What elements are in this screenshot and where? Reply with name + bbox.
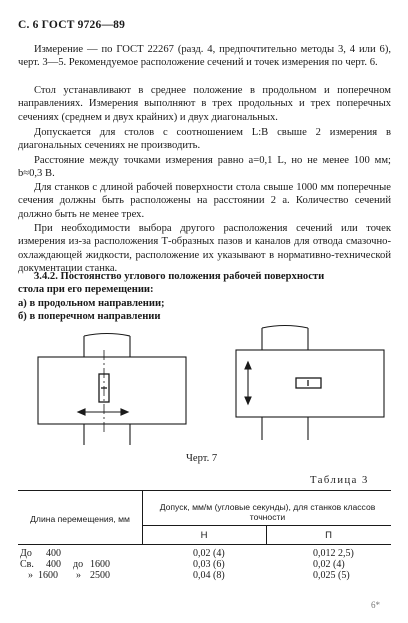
row-tol-n: 0,03 (6) bbox=[193, 559, 225, 570]
header-tolerance-line: Допуск, мм/м (угловые секунды), для станков классов bbox=[159, 502, 376, 512]
arrowhead-left bbox=[78, 409, 85, 415]
row-to: 2500 bbox=[90, 570, 110, 581]
paragraph-alternative: При необходимости выбора другого расположения сечений или точек измерения из-за расположения Т-образных пазов и каналов для отвода смазочно-охлаждающей жидкости, расположение их указывают в нормативно-технической документации станка. bbox=[18, 223, 391, 275]
row-prefix: До bbox=[20, 548, 32, 559]
header-tolerance-line: точности bbox=[249, 512, 286, 522]
header-length: Длина перемещения, мм bbox=[30, 514, 130, 524]
column-upper bbox=[262, 326, 308, 351]
table-body bbox=[38, 357, 186, 424]
paragraph-diagonal: Допускается для столов с соотношением L:B свыше 2 измерения в диагональных сечениях не производить. bbox=[18, 127, 391, 152]
table-caption: Таблица 3 bbox=[310, 475, 369, 486]
figure-longitudinal bbox=[38, 334, 186, 446]
paragraph-table-setup: Стол устанавливают в среднее положение в продольном и поперечном направлениях. Измерения выполняют в трех продольных и трех поперечных сечениях (среднем и двух крайних) и двух диагональных. bbox=[18, 85, 391, 123]
row-tol-p: 0,02 (4) bbox=[313, 559, 345, 570]
row-tol-n: 0,04 (8) bbox=[193, 570, 225, 581]
row-mid: до bbox=[73, 559, 84, 570]
paragraph-long-machines: Для станков с длиной рабочей поверхности стола свыше 1000 мм поперечные сечения должны быть расположены на расстоянии 2 a. Количество сечений должно быть не менее трех. bbox=[18, 182, 391, 220]
column-upper bbox=[84, 334, 130, 358]
row-mid: » bbox=[76, 570, 81, 581]
table-top-rule bbox=[18, 490, 391, 491]
header-bottom-rule bbox=[18, 544, 391, 545]
header-class-p: П bbox=[325, 530, 332, 541]
table-body bbox=[236, 350, 384, 417]
header-tolerance bbox=[144, 502, 391, 522]
row-prefix: Св. bbox=[20, 559, 34, 570]
header-class-n: Н bbox=[200, 530, 208, 541]
row-to: 1600 bbox=[90, 559, 110, 570]
column-lower bbox=[262, 417, 308, 440]
row-from: 1600 bbox=[38, 570, 58, 581]
paragraph-measurement: Измерение — по ГОСТ 22267 (разд. 4, предпочтительно методы 3, 4 или 6), черт. 3—5. Рекомендуемое расположение сечений и точек измерения по черт. 6. bbox=[18, 44, 391, 69]
section-title-line: 3.4.2. Постоянство углового положения рабочей поверхности bbox=[34, 271, 325, 282]
row-tol-n: 0,02 (4) bbox=[193, 548, 225, 559]
figure-transverse bbox=[236, 326, 384, 441]
row-tol-p: 0,012 2,5) bbox=[313, 548, 354, 559]
column-lower bbox=[84, 424, 130, 445]
section-item-longitudinal: а) в продольном направлении; bbox=[18, 297, 165, 309]
arrowhead-up bbox=[245, 362, 251, 369]
arrowhead-right bbox=[121, 409, 128, 415]
table-row bbox=[18, 570, 391, 582]
row-tol-p: 0,025 (5) bbox=[313, 570, 350, 581]
row-from: 400 bbox=[46, 548, 61, 559]
section-item-transverse: б) в поперечном направлении bbox=[18, 311, 161, 323]
page-mark: 6* bbox=[371, 600, 380, 610]
section-title-line: стола при его перемещении: bbox=[18, 284, 154, 296]
row-prefix: » bbox=[28, 570, 33, 581]
paragraph-distance: Расстояние между точками измерения равно a=0,1 L, но не менее 100 мм; b≈0,3 B. bbox=[18, 155, 391, 180]
figure-caption: Черт. 7 bbox=[186, 453, 218, 464]
row-from: 400 bbox=[46, 559, 61, 570]
page-header: С. 6 ГОСТ 9726—89 bbox=[18, 19, 126, 31]
arrowhead-down bbox=[245, 397, 251, 404]
